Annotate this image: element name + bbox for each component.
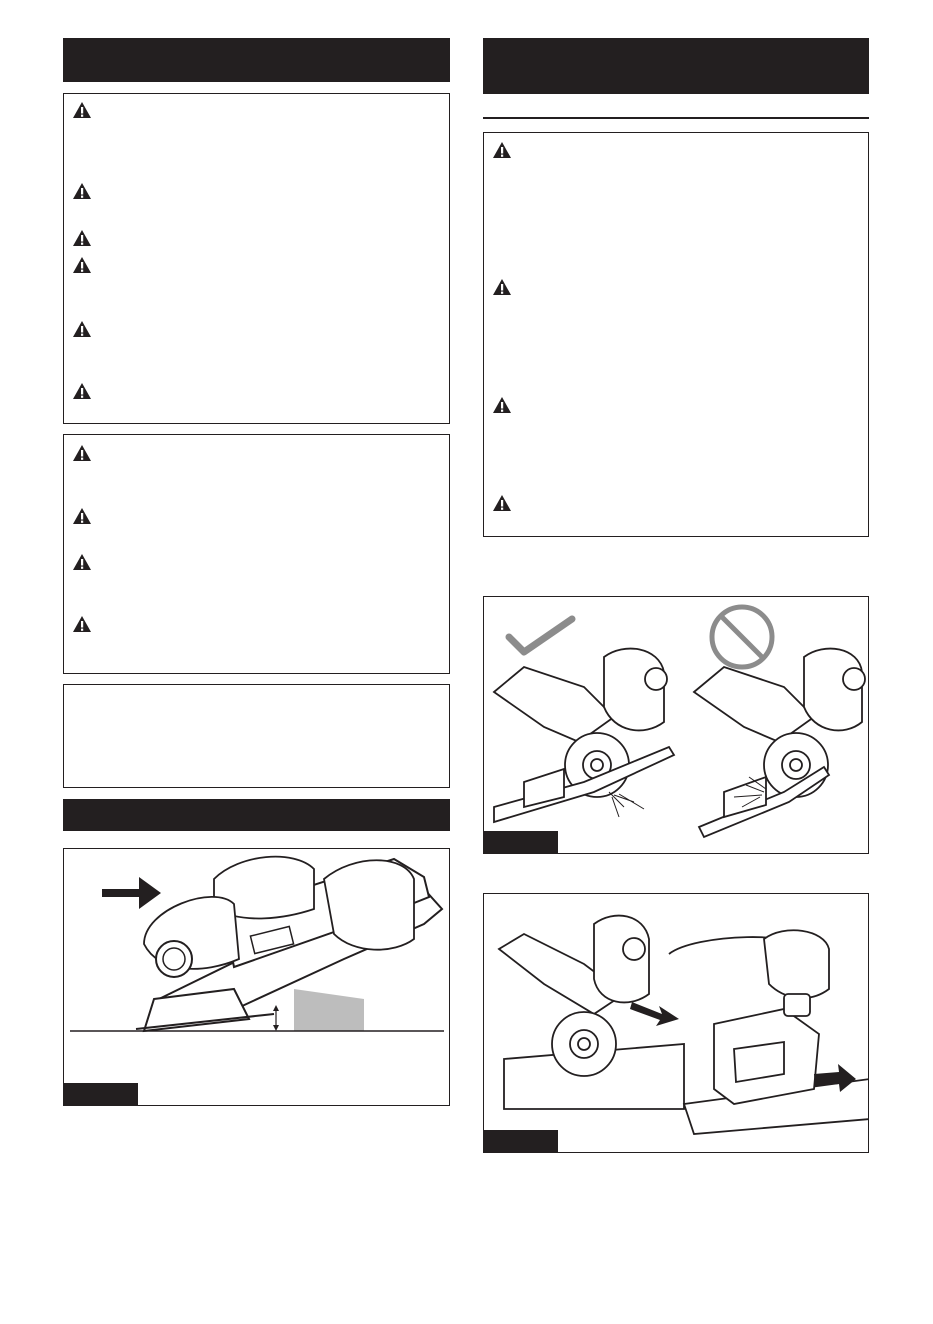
section-divider-rule <box>483 117 869 119</box>
section-header-left-1 <box>63 38 450 82</box>
push-direction-arrow-icon <box>102 877 161 909</box>
warning-triangle-icon <box>72 615 92 633</box>
warning-triangle-icon <box>72 507 92 525</box>
warning-triangle-icon <box>72 101 92 119</box>
cutting-comparison-illustration <box>484 597 869 854</box>
warning-triangle-icon <box>72 229 92 247</box>
warning-box-left-1 <box>63 93 450 424</box>
figure-grinder-edge <box>63 848 450 1106</box>
warning-triangle-icon <box>492 396 512 414</box>
warning-triangle-icon <box>72 553 92 571</box>
figure-number-tag <box>484 831 558 853</box>
grinder-edge-illustration <box>64 849 450 1106</box>
figure-cutting-guard <box>483 893 869 1153</box>
warning-box-left-2 <box>63 434 450 674</box>
warning-triangle-icon <box>72 382 92 400</box>
section-header-left-2 <box>63 799 450 831</box>
warning-triangle-icon <box>72 256 92 274</box>
cutting-guard-illustration <box>484 894 869 1153</box>
note-box-left <box>63 684 450 788</box>
figure-correct-vs-prohibited <box>483 596 869 854</box>
figure-number-tag <box>484 1130 558 1152</box>
warning-triangle-icon <box>72 182 92 200</box>
warning-triangle-icon <box>492 141 512 159</box>
figure-number-tag <box>64 1083 138 1105</box>
check-mark-icon <box>509 619 572 652</box>
section-header-right-1 <box>483 38 869 94</box>
warning-triangle-icon <box>72 320 92 338</box>
warning-triangle-icon <box>492 494 512 512</box>
warning-triangle-icon <box>492 278 512 296</box>
warning-triangle-icon <box>72 444 92 462</box>
prohibited-icon <box>712 607 772 667</box>
cut-direction-arrow-icon <box>630 1002 679 1026</box>
warning-box-right <box>483 132 869 537</box>
